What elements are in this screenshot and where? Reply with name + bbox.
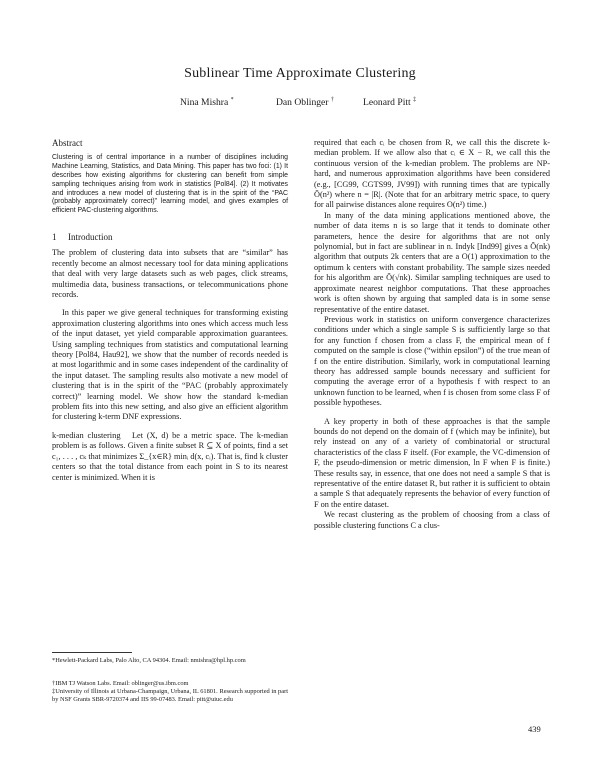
- kmedian-paragraph: [52, 431, 288, 483]
- right-paragraph-5: We recast clustering as the problem of choosing from a class of possible clustering functions C a clus-: [314, 510, 550, 530]
- author-list: [0, 97, 600, 111]
- paper-title: Sublinear Time Approximate Clustering: [184, 66, 416, 81]
- right-paragraph-4: A key property in both of these approaches is that the sample bounds do not depend on the domain of f (which may be infinite), but rely instead on any of a variety of combinatorial or structural characteristics of the class F itself. (For example, the VC-dimension of F, the pseudo-dimension or metric dimension, ln F when F is finite.) These results say, in essence, that one does not need a sample S that is representative of the entire dataset R, but rather it is sufficient to obtain a sample S that adequately represents the behavior of every function of F on the entire dataset.: [314, 416, 550, 509]
- kmedian-text: Let (X, d) be a metric space. The k-median problem is as follows. Given a finite subset R ⊆ X of points, find a set c₁, . . . , cₖ that minimizes Σ_{x∈R} minᵢ d(x, cᵢ). That is, find k cluster centers so that the total distance from each point in S to its nearest center is minimized. When it is: [52, 430, 288, 482]
- author-3: Leonard Pitt ‡: [363, 97, 417, 109]
- footnote-3: ‡University of Illinois at Urbana-Champaign, Urbana, IL 61801. Research supported in part by NSF Grants SBR-9720374 and IIS 99-07483. Email: pitt@uiuc.edu: [52, 688, 288, 703]
- abstract-text: Clustering is of central importance in a number of disciplines including Machine Learning, Statistics, and Data Mining. This paper has two foci: (1) It describes how existing algorithms for clustering can benefit from simple sampling techniques arising from work in statistics [Pol84]. (2) It motivates and introduces a new model of clustering that is in the spirit of the “PAC (probably approximately correct)” learning model, and gives examples of efficient PAC-clustering algorithms.: [52, 154, 288, 215]
- abstract-heading: Abstract: [52, 138, 83, 148]
- section-title: Introduction: [68, 231, 113, 242]
- intro-paragraph-2: In this paper we give general techniques for transforming existing approximation clustering algorithms into ones which access much less of the input dataset, yet yield comparable approximation guarantees. Using sampling techniques from statistics and computational learning theory [Pol84, Hau92], we show that the number of records needed is at most logarithmic and in some cases independent of the cardinality of the input dataset. The sampling results also motivate a new model of clustering that is in the spirit of the “PAC (probably approximately correct)” learning model. We show how the standard k-median problem fits into this new setting, and also give an efficient algorithm for clustering k-term DNF expressions.: [52, 308, 288, 422]
- author-2: Dan Oblinger †: [276, 97, 334, 109]
- footnote-rule: [52, 652, 132, 653]
- left-column: [52, 138, 288, 483]
- right-column: [314, 138, 550, 531]
- right-paragraph-1: required that each cᵢ be chosen from R, we call this the discrete k-median problem. If we allow also that cᵢ ∈ X − R, we call this the continuous version of the k-median problem. The problems are NP-hard, and numerous approximation algorithms have been considered (e.g., [CG99, CGTS99, JV99]) with running times that are typically Õ(n²) where n = |R|. (Note that for an arbitrary metric space, to query for all pairwise distances alone requires O(n²) time.): [314, 138, 550, 210]
- right-paragraph-2: In many of the data mining applications mentioned above, the number of data items n is so large that it tends to dominate other parameters, hence the desire for algorithms that are not only polynomial, but in fact are sublinear in n. Indyk [Ind99] gives a Õ(nk) algorithm that outputs 2k centers that are a O(1) approximation to the optimum k centers with constant probability. The sample sizes needed for his algorithm are Õ(√nk). Similar sampling techniques are used to approximate nearest neighbor computations. That these approaches work is often shown by arguing that sampled data is in some sense representative of the entire dataset.: [314, 210, 550, 314]
- page-number: 439: [528, 724, 541, 734]
- footnote-2: †IBM TJ Watson Labs. Email: oblinger@us.ibm.com: [52, 680, 189, 687]
- right-paragraph-3: Previous work in statistics on uniform convergence characterizes conditions under which a single sample S is sufficiently large so that for any function f chosen from a class F, the empirical mean of f computed on the sample is close (“within epsilon”) of the true mean of f on the entire distribution. Similarly, work in computational learning theory has addressed sample bounds necessary and sufficient for computing the average error of a hypothesis f with respect to an unknown function to be learned, when f is chosen from some class F of possible hypotheses.: [314, 314, 550, 408]
- footnote-1: *Hewlett-Packard Labs, Palo Alto, CA 94304. Email: nmishra@hpl.hp.com: [52, 657, 246, 664]
- section-number: 1: [52, 231, 57, 242]
- section-heading-introduction: [52, 232, 288, 242]
- author-1: Nina Mishra *: [180, 97, 234, 109]
- intro-paragraph-1: The problem of clustering data into subsets that are “similar” has recently become an almost necessary tool for data mining applications that deal with very large datasets such as web pages, click streams, multimedia data, business transactions, or telecommunications phone records.: [52, 248, 288, 300]
- kmedian-heading: k-median clustering: [52, 430, 121, 440]
